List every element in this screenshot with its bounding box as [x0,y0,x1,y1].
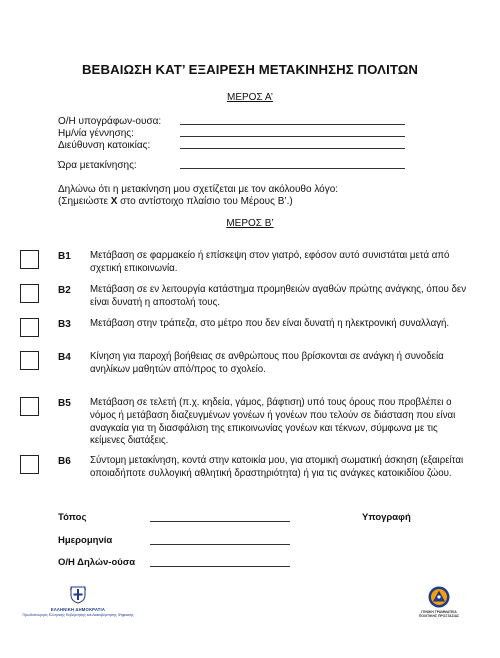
field-label-time: Ώρα μετακίνησης: [58,160,137,171]
field-line-address[interactable] [180,148,405,149]
field-label-address: Διεύθυνση κατοικίας: [58,140,151,151]
place-line[interactable] [150,521,290,522]
reason-b6-code: Β6 [58,456,71,467]
declaration-line-2-pre: (Σημειώστε [58,196,111,207]
reason-b4-checkbox[interactable] [20,351,39,370]
reason-b1 [20,250,480,280]
place-label: Τόπος [58,512,87,523]
reason-b1-text: Μετάβαση σε φαρμακείο ή επίσκεψη στον γιατρό, εφόσον αυτό συνιστάται μετά από σχετική επικοινωνία. [90,250,450,274]
declarant-label: Ο/Η Δηλών-ούσα [58,557,136,568]
reason-b3-text: Μετάβαση στην τράπεζα, στο μέτρο που δεν είναι δυνατή η ηλεκτρονική συναλλαγή. [90,318,450,329]
reason-b2-code: Β2 [58,285,71,296]
reason-b1-checkbox[interactable] [20,250,39,269]
greek-coat-of-arms-icon [70,586,86,604]
part-a-heading: ΜΕΡΟΣ Α’ [226,92,273,103]
reason-b6-text: Σύντομη μετακίνηση, κοντά στην κατοικία μου, για ατομική σωματική άσκηση (εξαιρείται οποιαδήποτε συλλογική αθλητική δραστηριότητα) ή για τις ανάγκες κατοικιδίου ζώου. [90,455,464,479]
document-title: ΒΕΒΑΙΩΣΗ ΚΑΤ’ ΕΞΑΙΡΕΣΗ ΜΕΤΑΚΙΝΗΣΗΣ ΠΟΛΙΤΩΝ [81,62,419,77]
field-line-time[interactable] [180,168,405,169]
right-logo-line-1: ΓΕΝΙΚΗ ΓΡΑΜΜΑΤΕΙΑ ΠΟΛΙΤΙΚΗΣ ΠΡΟΣΤΑΣΙΑΣ [418,610,460,618]
reason-b4-text: Κίνηση για παροχή βοήθειας σε ανθρώπους που βρίσκονται σε ανάγκη ή συνοδεία ανηλίκων μαθητών από/προς το σχολείο. [90,351,444,375]
reason-b5 [20,397,480,449]
reason-b3 [20,318,480,348]
reason-b2 [20,284,480,314]
signature-label: Υπογραφή [362,512,411,523]
reason-b6 [20,455,480,495]
reason-b3-checkbox[interactable] [20,318,39,337]
left-logo-line-1: ΕΛΛΗΝΙΚΗ ΔΗΜΟΚΡΑΤΙΑ [50,607,106,612]
declarant-line[interactable] [150,566,290,567]
declaration-line-2 [58,196,458,208]
reason-b6-checkbox[interactable] [20,455,39,474]
reason-b4-code: Β4 [58,352,71,363]
civil-protection-logo [414,586,464,628]
reason-b2-checkbox[interactable] [20,284,39,303]
part-b-heading: ΜΕΡΟΣ Β’ [226,218,274,229]
field-label-signer: Ο/Η υπογράφων-ουσα: [58,116,162,127]
date-line[interactable] [150,544,290,545]
reason-b3-code: Β3 [58,319,71,330]
civil-protection-seal-icon [428,586,450,608]
reason-b1-code: Β1 [58,251,71,262]
reason-b5-checkbox[interactable] [20,397,39,416]
greek-republic-logo [18,586,138,626]
date-label: Ημερομηνία [58,535,113,546]
declaration-line-2-post: στο αντίστοιχο πλαίσιο του Μέρους Β’.) [117,196,293,207]
reason-b4 [20,351,480,381]
reason-b2-text: Μετάβαση σε εν λειτουργία κατάστημα προμηθειών αγαθών πρώτης ανάγκης, όπου δεν είναι δυνατή η αποστολή τους. [90,284,467,308]
reason-b5-code: Β5 [58,398,71,409]
field-line-signer[interactable] [180,124,405,125]
declaration-mark-x: Χ [110,196,118,207]
left-logo-line-2: Πρωθυπουργός Ελληνικής Κυβέρνησης και Διακυβέρνησης Ψηφιακής [22,613,134,617]
field-line-birthdate[interactable] [180,136,405,137]
declaration-line-1: Δηλώνω ότι η μετακίνηση μου σχετίζεται με τον ακόλουθο λόγο: [58,184,339,195]
reason-b5-text: Μετάβαση σε τελετή (π.χ. κηδεία, γάμος, βάφτιση) υπό τους όρους που προβλέπει ο νόμος ή μετάβαση διαζευγμένων γονέων ή γονέων που τελούν σε διάσταση που είναι αναγκαία για τη διασφάλιση της επικοινωνίας γονέων και τέκνων, σύμφωνα με τις κείμενες διατάξεις. [90,397,456,447]
field-label-birthdate: Ημ/νία γέννησης: [58,128,134,139]
